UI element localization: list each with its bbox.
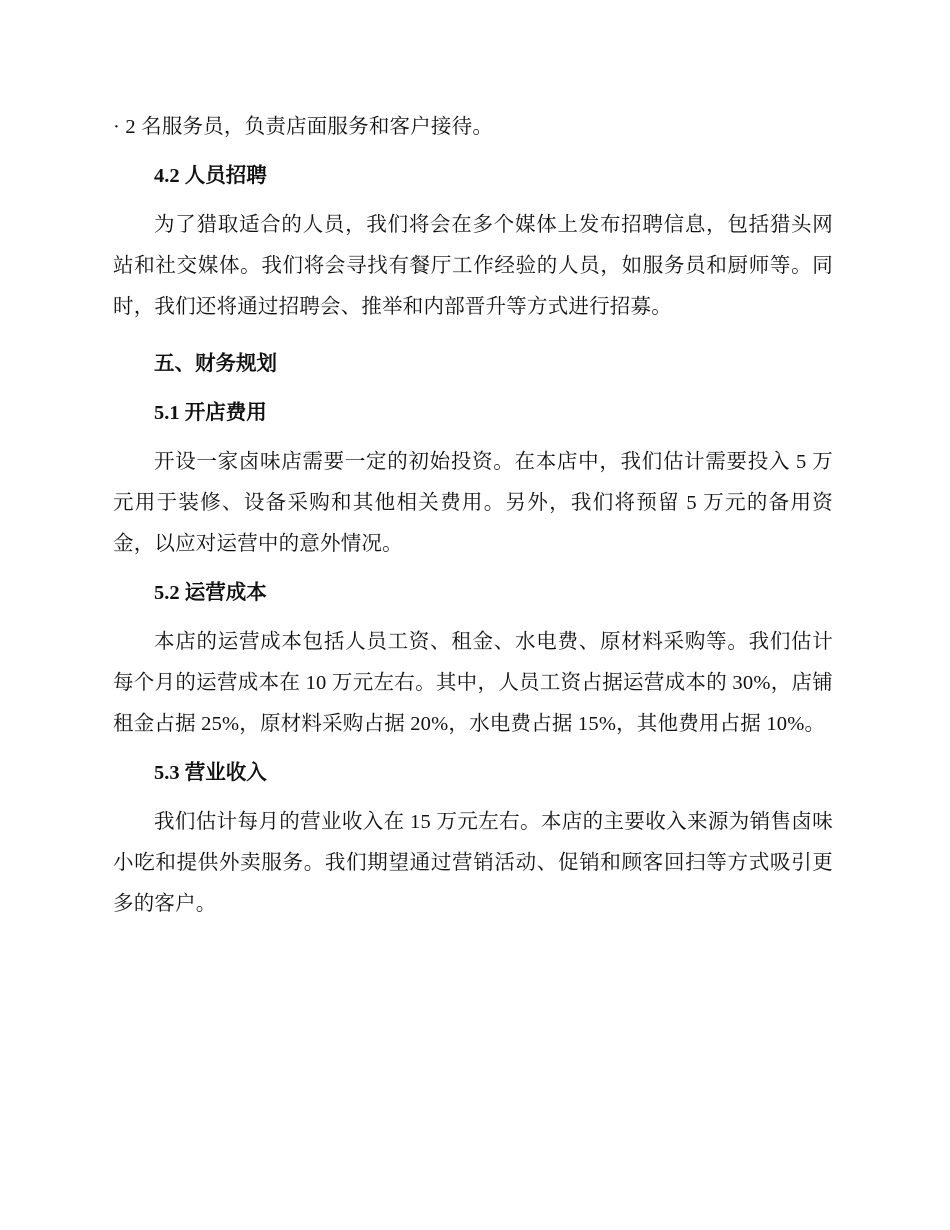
- bullet-item-waiters: · 2 名服务员，负责店面服务和客户接待。: [113, 116, 494, 138]
- paragraph-operating-costs: 本店的运营成本包括人员工资、租金、水电费、原材料采购等。我们估计每个月的运营成本在 10 万元左右。其中，人员工资占据运营成本的 30%，店铺租金占据 25%，原材料采购占据 20%，水电费占据 15%，其他费用占据 10%。: [113, 631, 833, 735]
- document-body: [113, 107, 833, 925]
- heading-5-1: 5.1 开店费用: [154, 402, 267, 424]
- paragraph-recruitment: 为了猎取适合的人员，我们将会在多个媒体上发布招聘信息，包括猎头网站和社交媒体。我们将会寻找有餐厅工作经验的人员，如服务员和厨师等。同时，我们还将通过招聘会、推举和内部晋升等方式进行招募。: [113, 214, 833, 318]
- heading-5-3: 5.3 营业收入: [154, 762, 267, 784]
- paragraph-revenue: 我们估计每月的营业收入在 15 万元左右。本店的主要收入来源为销售卤味小吃和提供外卖服务。我们期望通过营销活动、促销和顾客回扫等方式吸引更多的客户。: [113, 811, 833, 915]
- heading-4-2: 4.2 人员招聘: [154, 165, 267, 187]
- spacer: [113, 328, 833, 336]
- heading-section-5: 五、财务规划: [154, 353, 277, 375]
- heading-5-2: 5.2 运营成本: [154, 582, 267, 604]
- paragraph-opening-costs: 开设一家卤味店需要一定的初始投资。在本店中，我们估计需要投入 5 万元用于装修、设备采购和其他相关费用。另外，我们将预留 5 万元的备用资金，以应对运营中的意外情况。: [113, 451, 833, 555]
